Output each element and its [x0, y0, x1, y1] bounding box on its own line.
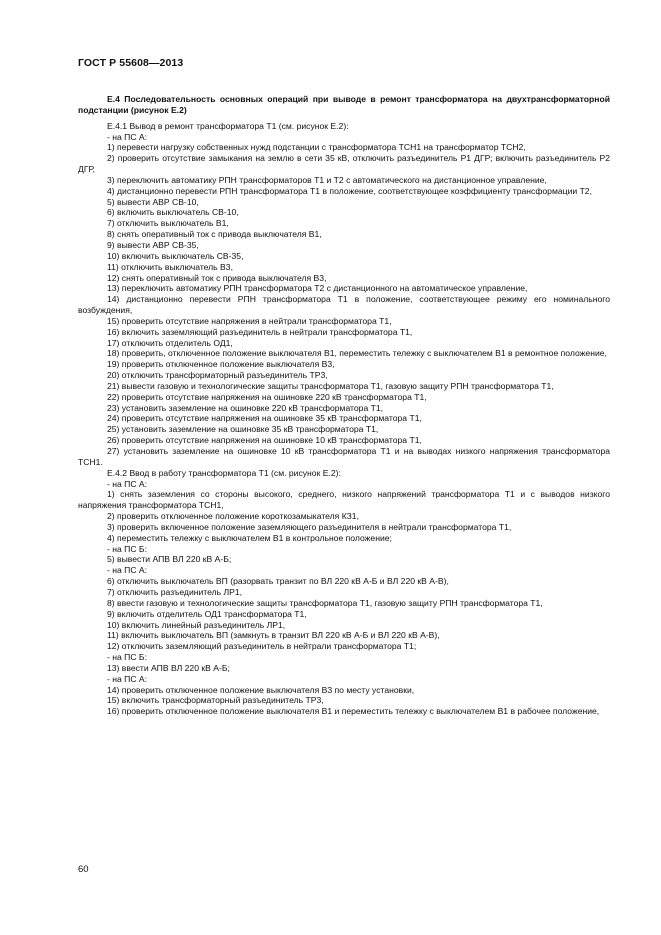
- paragraph: Е.4.2 Ввод в работу трансформатора Т1 (см. рисунок Е.2):: [107, 467, 341, 478]
- page-number: 60: [78, 864, 89, 875]
- paragraph: 14) дистанционно перевести РПН трансформатора Т1 в положение, соответствующее режиму его номинального возбуждения,: [78, 294, 610, 316]
- paragraph-list: [78, 121, 610, 717]
- paragraph: - на ПС А:: [107, 478, 148, 489]
- paragraph: 5) вывести АПВ ВЛ 220 кВ А-Б;: [107, 554, 232, 565]
- paragraph: 6) отключить выключатель ВП (разорвать транзит по ВЛ 220 кВ А-Б и ВЛ 220 кВ А-В),: [107, 576, 449, 587]
- paragraph: 13) переключить автоматику РПН трансформатора Т2 с дистанционного на автоматическое управление,: [107, 283, 528, 294]
- paragraph: 7) отключить разъединитель ЛР1,: [107, 586, 243, 597]
- paragraph: 16) проверить отключенное положение выключателя В1 и переместить тележку с выключателем В1 в рабочее положение,: [107, 706, 600, 717]
- document-header: ГОСТ Р 55608—2013: [78, 57, 184, 69]
- paragraph: 24) проверить отсутствие напряжения на ошиновке 35 кВ трансформатора Т1,: [107, 413, 422, 424]
- paragraph: Е.4.1 Вывод в ремонт трансформатора Т1 (см. рисунок Е.2):: [107, 120, 349, 131]
- paragraph: 19) проверить отключенное положение выключателя В3,: [107, 359, 335, 370]
- paragraph: 11) отключить выключатель В3,: [107, 261, 233, 272]
- paragraph: 8) ввести газовую и технологические защиты трансформатора Т1, газовую защиту РПН трансформатора Т1,: [107, 597, 543, 608]
- paragraph: 2) проверить отключенное положение короткозамыкателя КЗ1,: [107, 511, 359, 522]
- paragraph: 18) проверить, отключенное положение выключателя В1, переместить тележку с выключателем В1 в ремонтное положение,: [107, 348, 607, 359]
- paragraph: 12) снять оперативный ток с привода выключателя В3,: [107, 272, 327, 283]
- paragraph: - на ПС А:: [107, 565, 148, 576]
- paragraph: 5) вывести АВР СВ-10,: [107, 196, 199, 207]
- paragraph: 14) проверить отключенное положение выключателя В3 по месту установки,: [107, 684, 415, 695]
- paragraph: - на ПС А:: [107, 673, 148, 684]
- paragraph: - на ПС Б:: [107, 543, 147, 554]
- paragraph: 21) вывести газовую и технологические защиты трансформатора Т1, газовую защиту РПН трансформатора Т1,: [107, 380, 554, 391]
- paragraph: 7) отключить выключатель В1,: [107, 218, 229, 229]
- paragraph: 11) включить выключатель ВП (замкнуть в транзит ВЛ 220 кВ А-Б и ВЛ 220 кВ А-В),: [107, 630, 440, 641]
- paragraph: 15) включить трансформаторный разъединитель ТР3,: [107, 695, 324, 706]
- paragraph: - на ПС А:: [107, 131, 148, 142]
- paragraph: 2) проверить отсутствие замыкания на землю в сети 35 кВ, отключить разъединитель Р1 ДГР; включить разъединитель Р2 ДГР,: [78, 153, 610, 175]
- paragraph: 1) перевести нагрузку собственных нужд подстанции с трансформатора ТСН1 на трансформатор ТСН2,: [107, 142, 526, 153]
- paragraph: 4) дистанционно перевести РПН трансформатора Т1 в положение, соответствующее коэффициенту трансформации Т2,: [107, 185, 592, 196]
- paragraph: 9) включить отделитель ОД1 трансформатора Т1,: [107, 608, 307, 619]
- paragraph: 13) ввести АПВ ВЛ 220 кВ А-Б;: [107, 662, 230, 673]
- paragraph: 27) установить заземление на ошиновке 10 кВ трансформатора Т1 и на выводах низкого напряжения трансформатора ТСН1.: [78, 446, 610, 467]
- paragraph: 3) переключить автоматику РПН трансформаторов Т1 и Т2 с автоматического на дистанционное управление,: [107, 174, 547, 185]
- paragraph: - на ПС Б:: [107, 652, 147, 663]
- paragraph: 25) установить заземление на ошиновке 35 кВ трансформатора Т1,: [107, 424, 379, 435]
- section-title: Е.4 Последовательность основных операций при выводе в ремонт трансформатора на двухтрансформаторной подстанции (рисунок Е.2): [78, 94, 610, 115]
- paragraph: 23) установить заземление на ошиновке 220 кВ трансформатора Т1,: [107, 402, 384, 413]
- paragraph: 22) проверить отсутствие напряжения на ошиновке 220 кВ трансформатора Т1,: [107, 391, 427, 402]
- paragraph: 26) проверить отсутствие напряжения на ошиновке 10 кВ трансформатора Т1,: [107, 435, 422, 446]
- paragraph: 1) снять заземления со стороны высокого, среднего, низкого напряжений трансформатора Т1 и с выводов низкого напряжения трансформатора ТСН1,: [78, 489, 610, 511]
- document-body: [78, 94, 610, 717]
- paragraph: 9) вывести АВР СВ-35,: [107, 239, 199, 250]
- paragraph: 8) снять оперативный ток с привода выключателя В1,: [107, 229, 322, 240]
- paragraph: 6) включить выключатель СВ-10,: [107, 207, 239, 218]
- paragraph: 16) включить заземляющий разъединитель в нейтрали трансформатора Т1,: [107, 326, 413, 337]
- paragraph: 20) отключить трансформаторный разъединитель ТР3,: [107, 370, 328, 381]
- paragraph: 17) отключить отделитель ОД1,: [107, 337, 233, 348]
- paragraph: 4) переместить тележку с выключателем В1 в контрольное положение;: [107, 532, 392, 543]
- paragraph: 10) включить выключатель СВ-35,: [107, 250, 244, 261]
- paragraph: 10) включить линейный разъединитель ЛР1,: [107, 619, 286, 630]
- paragraph: 3) проверить включенное положение заземляющего разъединителя в нейтрали трансформатора Т1,: [107, 521, 512, 532]
- paragraph: 12) отключить заземляющий разъединитель в нейтрали трансформатора Т1;: [107, 641, 417, 652]
- paragraph: 15) проверить отсутствие напряжения в нейтрали трансформатора Т1,: [107, 315, 392, 326]
